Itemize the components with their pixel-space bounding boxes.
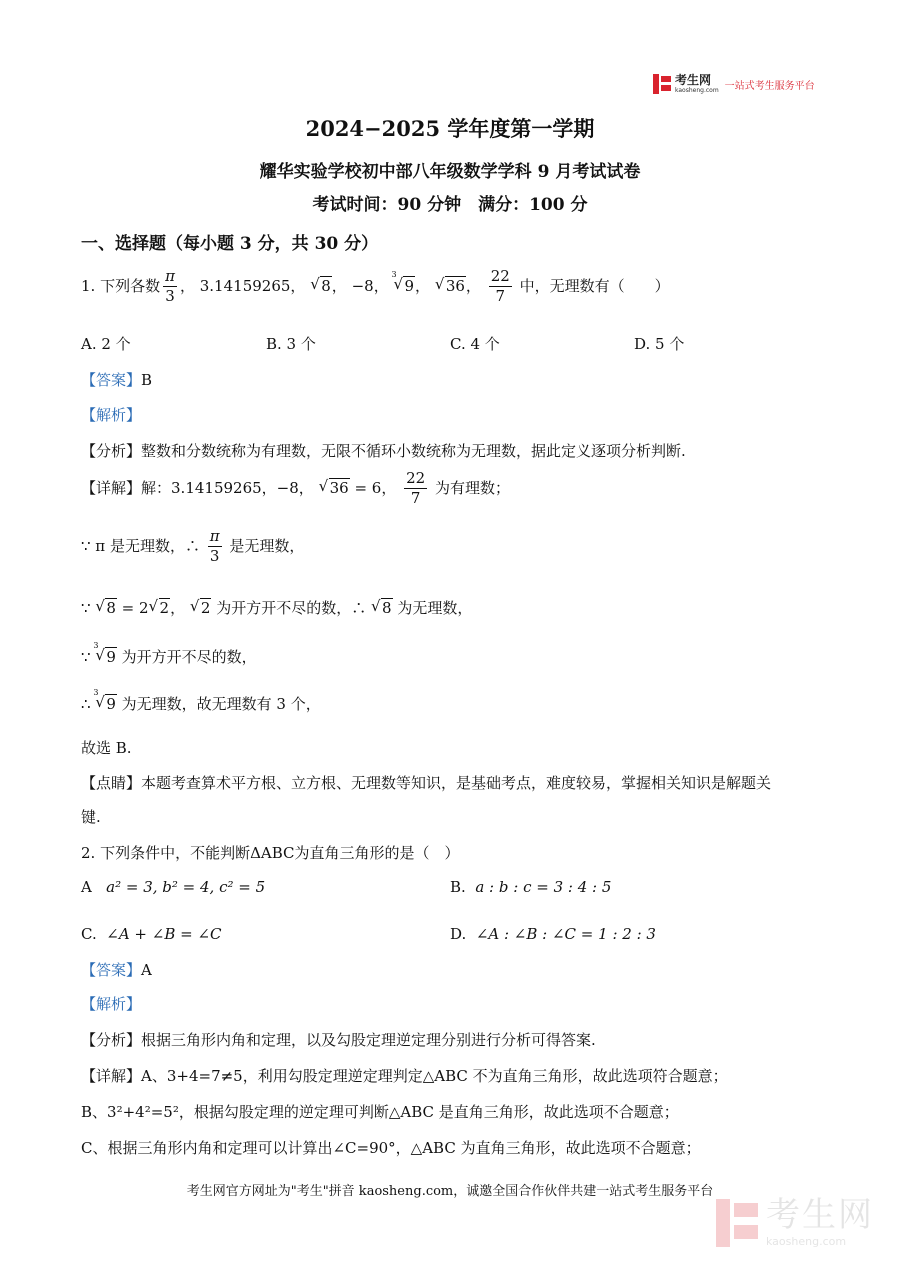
q2-option-a: A a² = 3, b² = 4, c² = 5 [81, 878, 266, 896]
q2-option-c: C. ∠A + ∠B = ∠C [81, 925, 222, 943]
logo-domain: kaosheng.com [675, 87, 719, 94]
page-footer: 考生网官方网址为"考生"拼音 kaosheng.com，诚邀全国合作伙伴共建一站式考生服务平台 [186, 1184, 714, 1199]
q1-option-a: A. 2 个 [81, 335, 131, 353]
q1-answer: 【答案】B [81, 371, 153, 389]
q2-fenxi: 【分析】根据三角形内角和定理，以及勾股定理逆定理分别进行分析可得答案. [81, 1031, 596, 1049]
kaosheng-logo-icon [653, 74, 671, 94]
q1-detail: 【详解】解：3.14159265，−8， √ 36 = 6， $\frac{22}{7}$ 为有理数； [81, 469, 511, 508]
kaosheng-watermark-icon [716, 1199, 758, 1247]
watermark [716, 1195, 874, 1248]
q1-analysis-tag: 【解析】 [81, 406, 142, 424]
q1-choose: 故选 B. [81, 739, 132, 757]
section-heading: 一、选择题（每小题 3 分，共 30 分） [81, 234, 379, 254]
page-title: 2024−2025 学年度第一学期 [305, 116, 595, 141]
q2-detail-a: 【详解】A、3+4=7≠5，利用勾股定理逆定理判定△ABC 不为直角三角形，故此选项符合题意； [81, 1067, 728, 1085]
q2-option-b: B. a : b : c = 3 : 4 : 5 [450, 878, 612, 896]
watermark-name: 考生网 [766, 1195, 874, 1235]
exam-info: 考试时间：90 分钟 满分：100 分 [312, 195, 588, 215]
watermark-domain: kaosheng.com [766, 1235, 847, 1248]
logo-name: 考生网 [675, 73, 712, 87]
q2-stem: 2. 下列条件中，不能判断ΔABC为直角三角形的是（ ） [81, 844, 460, 862]
q1-option-c: C. 4 个 [450, 335, 500, 353]
q2-analysis-tag: 【解析】 [81, 995, 142, 1013]
logo-slogan: 一站式考生服务平台 [724, 80, 815, 92]
exam-title: 耀华实验学校初中部八年级数学学科 9 月考试试卷 [259, 162, 641, 182]
q1-line-pi: ∵ π 是无理数，∴ $\frac{\pi}{3}$ 是无理数， [81, 527, 305, 566]
q1-line-sqrt8: ∵ √ 8 = 2 √ 2， √ 2 为开方开不尽的数，∴ √ 8 为无理数， [81, 597, 473, 617]
q1-option-b: B. 3 个 [266, 335, 316, 353]
q1-stem: 1. 下列各数 $\frac{\pi}{3}$ ， 3.14159265， √ 8， −8， 3 √ 9， √ 36， $\frac{22}{7}$ 中，无理数有（ ） [81, 267, 670, 306]
q1-fenxi: 【分析】整数和分数统称为有理数，无限不循环小数统称为无理数，据此定义逐项分析判断. [81, 442, 686, 460]
header-logo [653, 72, 815, 96]
q1-dianjing: 【点睛】本题考查算术平方根、立方根、无理数等知识，是基础考点，难度较易，掌握相关知识是解题关 [81, 774, 772, 792]
q2-detail-b: B、3²+4²=5²，根据勾股定理的逆定理可判断△ABC 是直角三角形，故此选项不合题意； [81, 1103, 679, 1121]
q2-option-d: D. ∠A : ∠B : ∠C = 1 : 2 : 3 [450, 925, 656, 943]
q1-line-count: ∴ 3 √ 9 为无理数，故无理数有 3 个， [81, 688, 321, 713]
q2-answer: 【答案】A [81, 961, 152, 979]
q2-detail-c: C、根据三角形内角和定理可以计算出∠C=90°，△ABC 为直角三角形，故此选项不合题意； [81, 1139, 701, 1157]
q1-dianjing-cont: 键. [81, 808, 101, 826]
q1-line-cbrt9: ∵ 3 √ 9 为开方开不尽的数， [81, 641, 257, 666]
q1-option-d: D. 5 个 [634, 335, 685, 353]
